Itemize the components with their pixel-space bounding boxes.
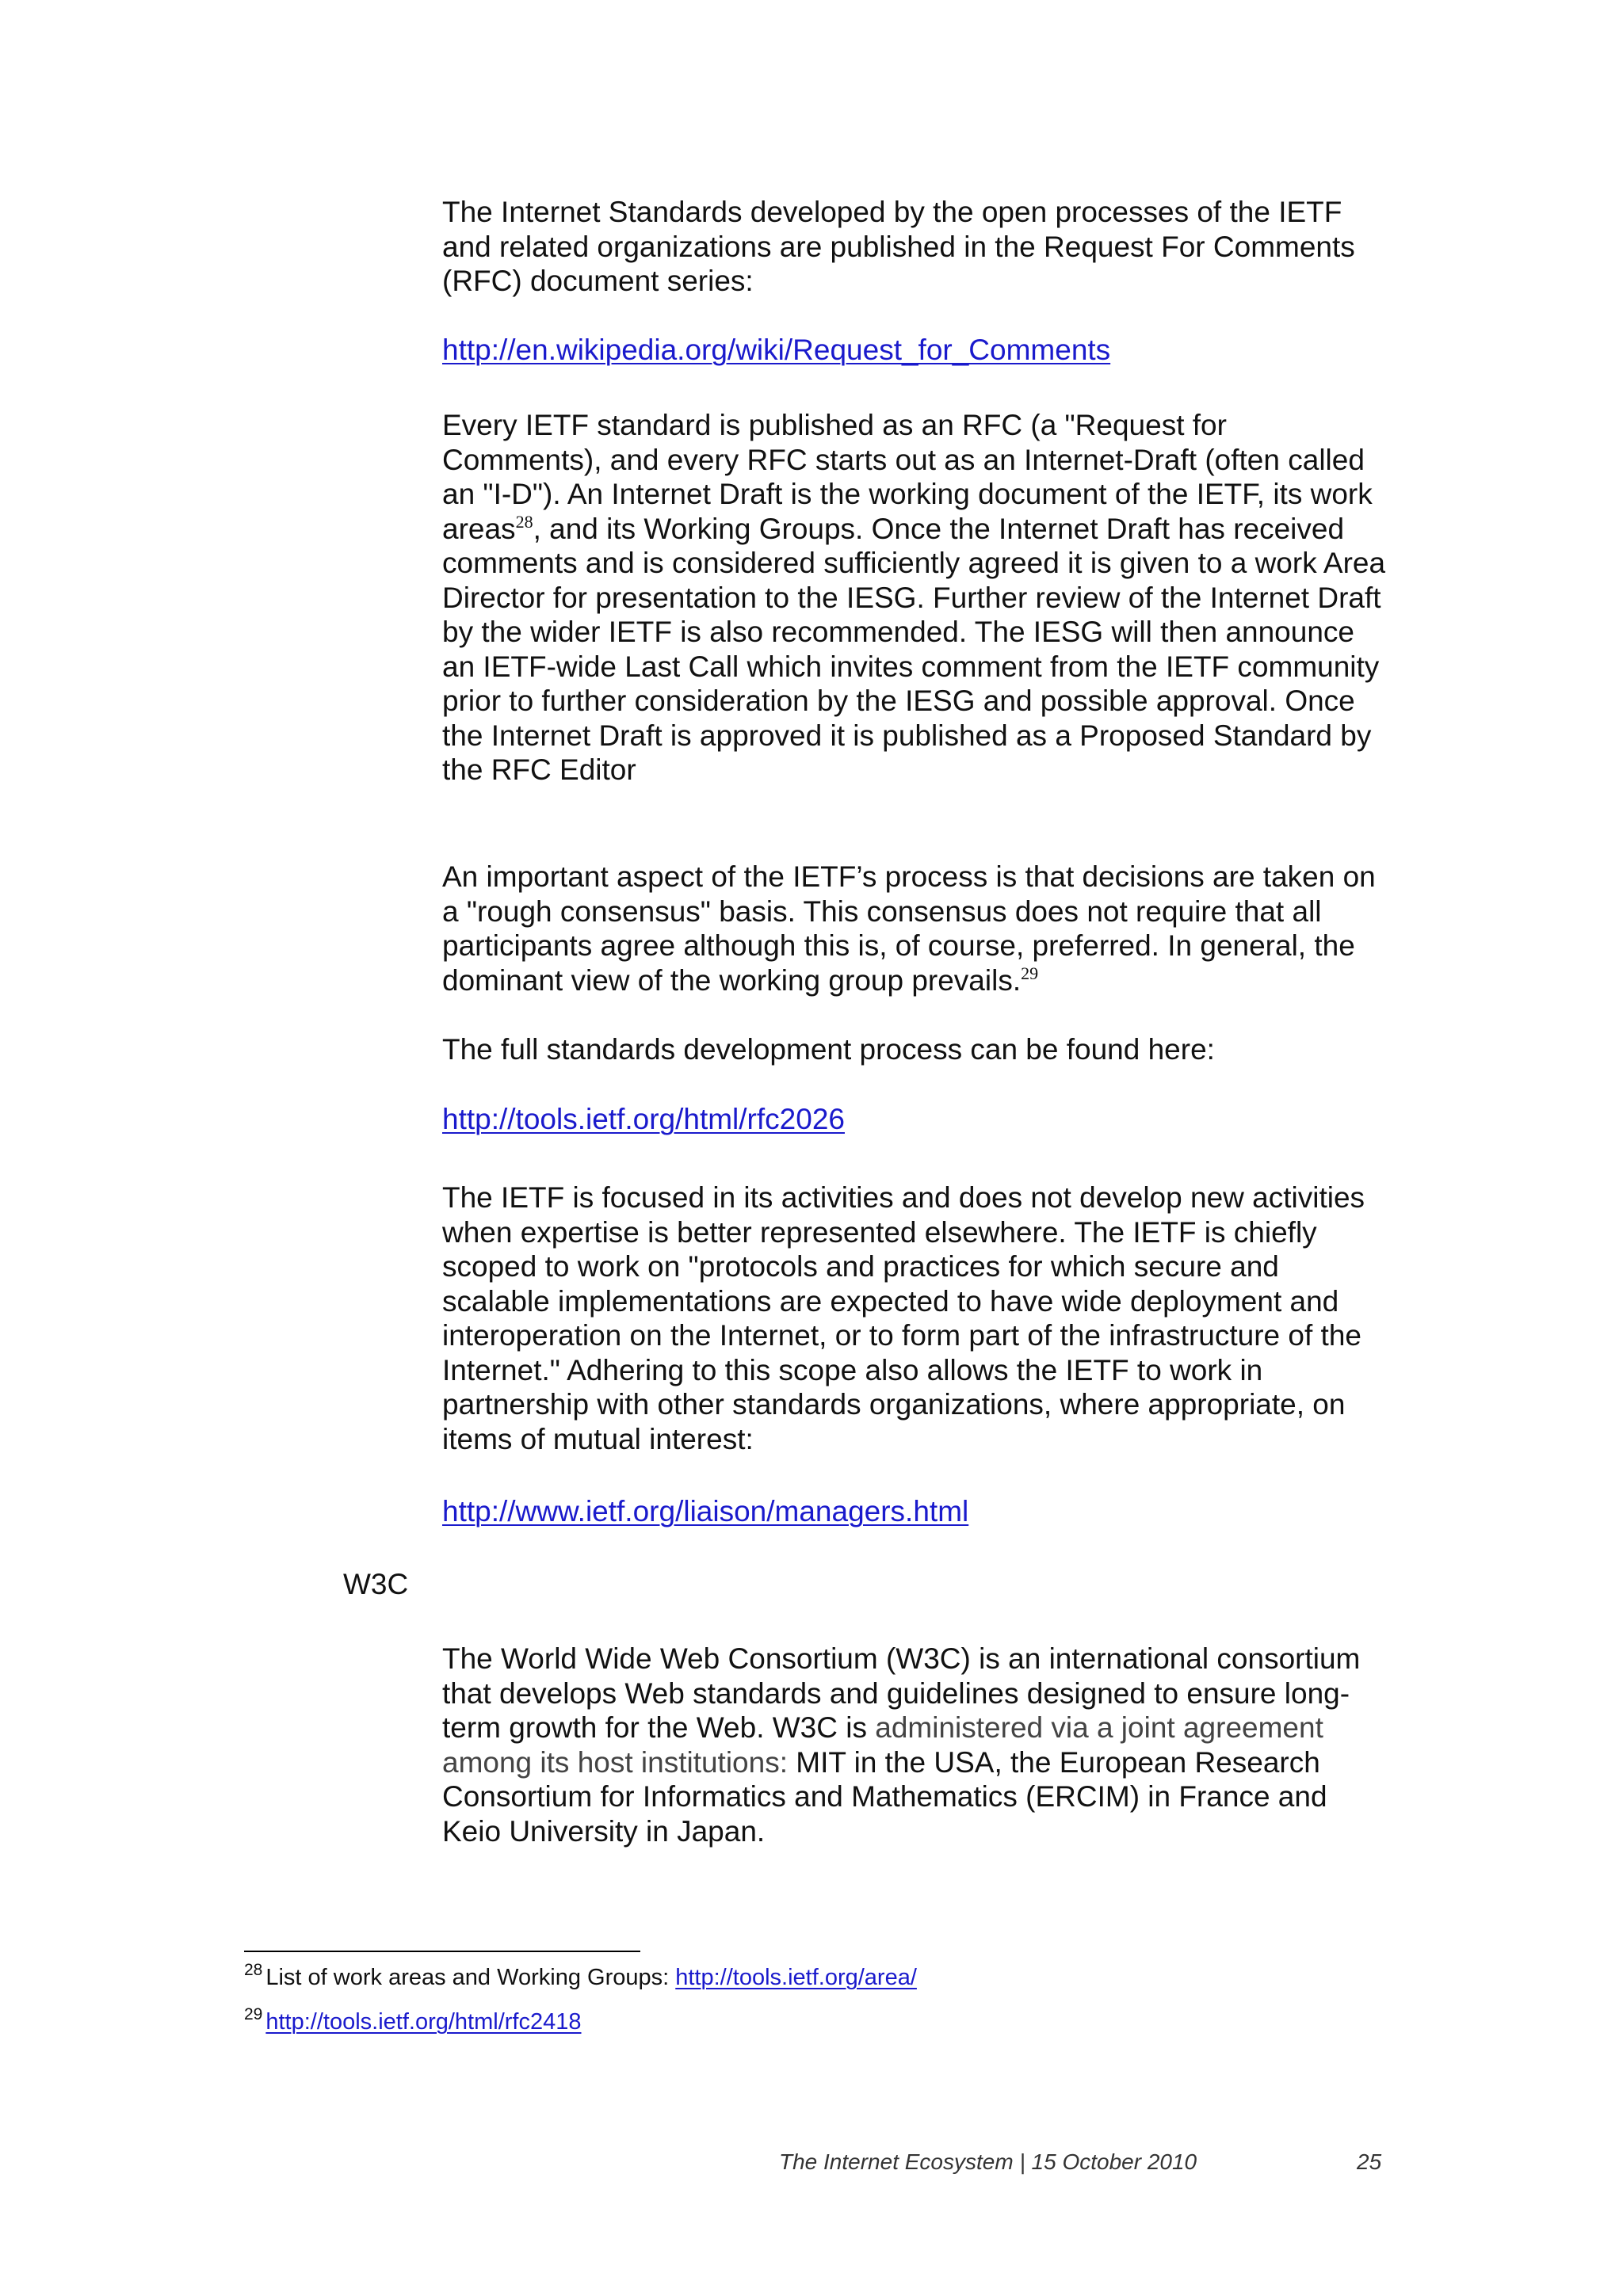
rfc2026-link[interactable]: http://tools.ietf.org/html/rfc2026 xyxy=(442,1103,845,1135)
footnote-ref-29[interactable]: 29 xyxy=(1021,963,1039,983)
paragraph-ietf-standard-process xyxy=(442,408,1393,788)
paragraph-w3c xyxy=(442,1642,1393,1848)
footnote-divider xyxy=(244,1951,640,1952)
paragraph-link-liaison xyxy=(442,1494,1393,1529)
liaison-managers-link[interactable]: http://www.ietf.org/liaison/managers.html xyxy=(442,1495,969,1527)
footnote-28 xyxy=(244,1961,917,1991)
footnote-link-rfc2418[interactable]: http://tools.ietf.org/html/rfc2418 xyxy=(265,2009,582,2035)
wikipedia-rfc-link[interactable]: http://en.wikipedia.org/wiki/Request_for_Comments xyxy=(442,334,1111,366)
paragraph-text: , and its Working Groups. Once the Internet Draft has received comments and is considered sufficiently agreed it is given to a work Area Director for presentation to the IESG. Further review of the Internet Draft by the wider IETF is also recommended. The IESG will then announce an IETF-wide Last Call which invites comment from the IETF community prior to further consideration by the IESG and possible approval. Once the Internet Draft is approved it is published as a Proposed Standard by the RFC Editor xyxy=(442,512,1386,786)
footnote-ref-28[interactable]: 28 xyxy=(515,511,533,532)
paragraph-text: The World Wide Web Consortium (W3C) is an international consortium that develops Web standards and guidelines designed to ensure long-term growth for the Web. W3C is xyxy=(442,1642,1361,1744)
paragraph-full-process xyxy=(442,1032,1393,1067)
paragraph-text: MIT in the USA, the European Research Consortium for Informatics and Mathematics (ERCIM) in France and Keio University in Japan. xyxy=(442,1745,1327,1848)
paragraph-text: The Internet Standards developed by the open processes of the IETF and related organizations are published in the Request For Comments (RFC) document series: xyxy=(442,196,1355,297)
paragraph-rough-consensus xyxy=(442,860,1393,997)
paragraph-text: The full standards development process can be found here: xyxy=(442,1033,1215,1066)
paragraph-link-rfc2026 xyxy=(442,1102,1393,1137)
paragraph-text: An important aspect of the IETF’s process is that decisions are taken on a "rough consensus" basis. This consensus does not require that all participants agree although this is, of course, preferred. In general, the dominant view of the working group prevails. xyxy=(442,860,1376,997)
paragraph-text-grey: administered via a joint agreement among its host institutions: xyxy=(442,1711,1323,1779)
paragraph-text: The IETF is focused in its activities and does not develop new activities when expertise is better represented elsewhere. The IETF is chiefly scoped to work on "protocols and practices for which secure and scalable implementations are expected to have wide deployment and interoperation on the Internet, or to form part of the infrastructure of the Internet." Adhering to this scope also allows the IETF to work in partnership with other standards organizations, where appropriate, on items of mutual interest: xyxy=(442,1181,1365,1455)
footer-title: The Internet Ecosystem | 15 October 2010 xyxy=(779,2149,1197,2174)
paragraph-ietf-scope xyxy=(442,1180,1393,1456)
footnote-number: 28 xyxy=(244,1961,263,1979)
footnote-number: 29 xyxy=(244,2005,263,2023)
footnote-text: List of work areas and Working Groups: xyxy=(265,1965,676,1990)
paragraph-text: Every IETF standard is published as an RFC (a "Request for Comments), and every RFC starts out as an Internet-Draft (often called an "I-D"). An Internet Draft is the working document of the IETF, its work areas xyxy=(442,409,1373,545)
footnote-29 xyxy=(244,2005,582,2035)
paragraph-link-wikipedia xyxy=(442,333,1393,368)
paragraph-rfc-intro xyxy=(442,195,1393,299)
section-heading-w3c: W3C xyxy=(343,1568,409,1600)
footnote-link-area[interactable]: http://tools.ietf.org/area/ xyxy=(675,1965,917,1990)
footer-page-number: 25 xyxy=(1357,2149,1382,2174)
